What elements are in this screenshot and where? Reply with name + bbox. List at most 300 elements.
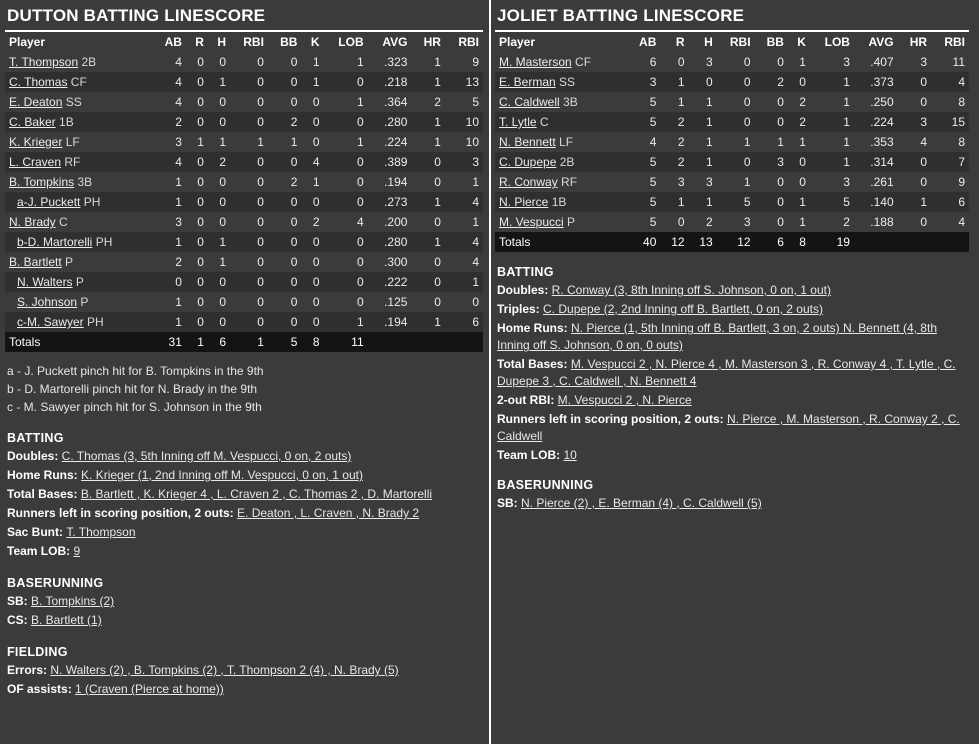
table-row: [5, 92, 483, 112]
stat-cell: 0: [324, 252, 368, 272]
table-row: [5, 52, 483, 72]
stat-cell: 1: [208, 72, 230, 92]
totals-stat-cell: 5: [268, 332, 302, 352]
stat-line-value: T. Thompson: [66, 525, 136, 539]
player-cell: [495, 192, 627, 212]
player-cell: [5, 232, 152, 252]
joliet-baserunning-section: [495, 477, 969, 513]
batting-section-title: BATTING: [497, 265, 554, 279]
stat-cell: 1: [324, 52, 368, 72]
stat-cell: 0: [230, 52, 268, 72]
stat-cell: 9: [931, 172, 969, 192]
stat-cell: .373: [854, 72, 898, 92]
stat-cell: 0: [268, 152, 302, 172]
col-header-rbi-season: RBI: [944, 35, 965, 49]
stat-cell: 0: [268, 312, 302, 332]
table-row: [5, 312, 483, 332]
player-name-link[interactable]: L. Craven: [9, 155, 62, 169]
stat-cell: 0: [301, 132, 323, 152]
joliet-batting-section: [495, 264, 969, 465]
stat-cell: 3: [152, 212, 186, 232]
player-position: P: [77, 295, 89, 309]
totals-stat-cell: 13: [689, 232, 717, 252]
player-position: P: [563, 215, 576, 229]
player-cell: [5, 312, 152, 332]
stat-cell: 0: [186, 72, 208, 92]
col-header-avg: AVG: [382, 35, 408, 49]
stat-cell: 1: [755, 132, 788, 152]
stat-line: [5, 447, 483, 466]
table-row: [5, 272, 483, 292]
stat-cell: 1: [898, 192, 931, 212]
stat-line: [5, 661, 483, 680]
player-cell: [5, 292, 152, 312]
substitution-note: b - D. Martorelli pinch hit for N. Brady in the 9th: [7, 382, 258, 396]
stat-cell: 0: [152, 272, 186, 292]
stat-cell: 0: [186, 52, 208, 72]
player-name-link[interactable]: S. Johnson: [17, 295, 78, 309]
col-header-lob: LOB: [824, 35, 850, 49]
table-row: [5, 112, 483, 132]
stat-line: [495, 355, 969, 391]
player-name-link[interactable]: E. Berman: [499, 75, 556, 89]
player-position: PH: [83, 315, 104, 329]
player-name-link[interactable]: R. Conway: [499, 175, 558, 189]
stat-cell: 0: [755, 192, 788, 212]
stat-cell: .353: [854, 132, 898, 152]
totals-stat-cell: 11: [324, 332, 368, 352]
stat-cell: 0: [268, 72, 302, 92]
stat-cell: 1: [411, 232, 445, 252]
stat-cell: 3: [445, 152, 483, 172]
totals-stat-cell: 8: [788, 232, 810, 252]
player-name-link[interactable]: B. Tompkins: [9, 175, 75, 189]
stat-cell: 1: [717, 172, 755, 192]
stat-cell: 1: [445, 212, 483, 232]
stat-cell: 4: [301, 152, 323, 172]
player-position: PH: [80, 195, 101, 209]
stat-cell: 0: [411, 292, 445, 312]
stat-cell: 3: [755, 152, 788, 172]
stat-cell: 2: [411, 92, 445, 112]
stat-cell: 0: [717, 52, 755, 72]
stat-cell: .140: [854, 192, 898, 212]
stat-cell: 1: [689, 92, 717, 112]
totals-stat-cell: 31: [152, 332, 186, 352]
player-cell: [5, 252, 152, 272]
dutton-panel-title: DUTTON BATTING LINESCORE: [5, 0, 483, 32]
player-cell: [5, 192, 152, 212]
stat-cell: 0: [268, 52, 302, 72]
stat-line: [495, 300, 969, 319]
stat-cell: 0: [755, 112, 788, 132]
stat-line: [5, 542, 483, 561]
stat-cell: 0: [324, 192, 368, 212]
stat-cell: 5: [627, 112, 660, 132]
stat-cell: 4: [152, 52, 186, 72]
stat-cell: 1: [152, 172, 186, 192]
stat-cell: 1: [810, 152, 854, 172]
col-header-avg: AVG: [868, 35, 894, 49]
table-row: [5, 232, 483, 252]
stat-cell: 1: [788, 132, 810, 152]
stat-line: [5, 611, 483, 630]
stat-line-label: CS:: [7, 613, 31, 627]
stat-cell: 0: [230, 312, 268, 332]
dutton-batting-rows: [5, 52, 483, 352]
stat-cell: 0: [324, 172, 368, 192]
stat-cell: 0: [788, 152, 810, 172]
player-position: RF: [557, 175, 578, 189]
stat-line-value: B. Tompkins (2): [31, 594, 115, 608]
player-position: SS: [555, 75, 576, 89]
stat-line: [495, 410, 969, 446]
col-header-lob: LOB: [338, 35, 364, 49]
player-name-link[interactable]: b-D. Martorelli: [17, 235, 93, 249]
col-header-rbi: RBI: [729, 35, 751, 49]
stat-cell: 1: [810, 72, 854, 92]
stat-cell: 4: [445, 232, 483, 252]
player-name-link[interactable]: C. Caldwell: [499, 95, 560, 109]
player-name-link[interactable]: a-J. Puckett: [17, 195, 81, 209]
stat-cell: .300: [368, 252, 412, 272]
table-row: [5, 132, 483, 152]
table-row: [5, 152, 483, 172]
stat-cell: 0: [788, 172, 810, 192]
player-name-link[interactable]: N. Brady: [9, 215, 56, 229]
player-cell: [5, 72, 152, 92]
stat-cell: 1: [660, 72, 688, 92]
stat-line-value: C. Dupepe (2, 2nd Inning off B. Bartlett, 0 on, 2 outs): [543, 302, 823, 316]
stat-cell: 0: [230, 112, 268, 132]
stat-cell: 1: [660, 192, 688, 212]
stat-cell: 1: [717, 132, 755, 152]
stat-line-label: OF assists:: [7, 682, 76, 696]
stat-cell: 0: [445, 292, 483, 312]
stat-cell: 0: [411, 152, 445, 172]
stat-cell: 0: [411, 252, 445, 272]
stat-cell: 0: [324, 152, 368, 172]
player-name-link[interactable]: T. Thompson: [9, 55, 79, 69]
stat-line: [495, 319, 969, 355]
stat-cell: 1: [411, 192, 445, 212]
stat-cell: 4: [445, 252, 483, 272]
stat-cell: 0: [268, 232, 302, 252]
stat-cell: 0: [898, 92, 931, 112]
stat-cell: 2: [755, 72, 788, 92]
player-name-link[interactable]: M. Masterson: [499, 55, 572, 69]
player-cell: [495, 52, 627, 72]
stat-cell: .407: [854, 52, 898, 72]
player-position: C: [536, 115, 549, 129]
totals-stat-cell: [854, 232, 898, 252]
stat-cell: 0: [755, 52, 788, 72]
stat-cell: 4: [627, 132, 660, 152]
stat-cell: 0: [324, 272, 368, 292]
stat-cell: 1: [411, 132, 445, 152]
totals-stat-cell: [411, 332, 445, 352]
stat-cell: .125: [368, 292, 412, 312]
player-name-link[interactable]: B. Bartlett: [9, 255, 62, 269]
stat-cell: 2: [208, 152, 230, 172]
stat-cell: 4: [152, 152, 186, 172]
stat-cell: 1: [788, 52, 810, 72]
stat-cell: 0: [230, 252, 268, 272]
dutton-batting-section: [5, 430, 483, 561]
stat-cell: 10: [445, 112, 483, 132]
table-row: [495, 172, 969, 192]
stat-cell: 0: [898, 212, 931, 232]
player-cell: [5, 152, 152, 172]
dutton-baserunning-section: [5, 575, 483, 630]
totals-stat-cell: 6: [755, 232, 788, 252]
stat-cell: 0: [230, 192, 268, 212]
player-position: 2B: [78, 55, 97, 69]
dutton-panel: [0, 0, 489, 744]
totals-stat-cell: [368, 332, 412, 352]
stat-cell: 2: [660, 112, 688, 132]
col-header-hr: HR: [909, 35, 928, 49]
stat-cell: 1: [411, 72, 445, 92]
stat-cell: 0: [186, 252, 208, 272]
player-cell: [5, 272, 152, 292]
player-cell: [5, 52, 152, 72]
col-header-player: Player: [499, 35, 536, 49]
stat-line-value: E. Deaton , L. Craven , N. Brady 2: [237, 506, 420, 520]
stat-cell: 2: [660, 132, 688, 152]
stat-cell: 2: [788, 112, 810, 132]
col-header-k: K: [310, 35, 320, 49]
stat-line-label: 2-out RBI:: [497, 393, 558, 407]
stat-cell: 0: [230, 212, 268, 232]
stat-cell: 0: [755, 172, 788, 192]
player-cell: [5, 212, 152, 232]
stat-cell: 5: [627, 92, 660, 112]
totals-stat-cell: 19: [810, 232, 854, 252]
player-name-link[interactable]: C. Baker: [9, 115, 56, 129]
stat-cell: 2: [810, 212, 854, 232]
table-row: [495, 212, 969, 232]
stat-line: [5, 523, 483, 542]
stat-cell: 1: [411, 52, 445, 72]
stat-line-value: N. Pierce (1, 5th Inning off B. Bartlett, 3 on, 2 outs) N. Bennett (4, 8th Inning off S. Johnson, 0 on, 0 outs): [497, 321, 937, 352]
table-row: [5, 252, 483, 272]
batting-section-title: BATTING: [7, 431, 64, 445]
table-row: [495, 72, 969, 92]
stat-cell: .273: [368, 192, 412, 212]
stat-line: [495, 446, 969, 465]
player-name-link[interactable]: N. Walters: [17, 275, 73, 289]
stat-line: [5, 466, 483, 485]
stat-line-label: Errors:: [7, 663, 51, 677]
totals-stat-cell: 40: [627, 232, 660, 252]
player-cell: [495, 212, 627, 232]
stat-cell: 0: [301, 232, 323, 252]
totals-row: [495, 232, 969, 252]
totals-stat-cell: 1: [186, 332, 208, 352]
stat-cell: 0: [301, 112, 323, 132]
stat-cell: 3: [810, 172, 854, 192]
stat-line-value: R. Conway (3, 8th Inning off S. Johnson, 0 on, 1 out): [551, 283, 831, 297]
stat-cell: 0: [411, 212, 445, 232]
stat-line: [5, 592, 483, 611]
stat-cell: 0: [301, 252, 323, 272]
player-position: CF: [67, 75, 87, 89]
stat-cell: 4: [445, 192, 483, 212]
stat-cell: 2: [152, 252, 186, 272]
stat-cell: 1: [324, 92, 368, 112]
stat-line-value: 1 (Craven (Pierce at home)): [75, 682, 224, 696]
stat-cell: 0: [411, 172, 445, 192]
player-position: 1B: [55, 115, 74, 129]
totals-stat-cell: [931, 232, 969, 252]
stat-line-value: M. Vespucci 2 , N. Pierce: [557, 393, 692, 407]
stat-cell: 5: [810, 192, 854, 212]
col-header-rbi-season: RBI: [458, 35, 479, 49]
stat-cell: 1: [152, 312, 186, 332]
stat-cell: 1: [268, 132, 302, 152]
player-position: C: [55, 215, 68, 229]
stat-line-value: B. Bartlett (1): [31, 613, 102, 627]
stat-cell: 0: [230, 272, 268, 292]
stat-cell: 1: [810, 112, 854, 132]
stat-line-label: Doubles:: [497, 283, 552, 297]
stat-cell: 1: [208, 232, 230, 252]
stat-cell: 1: [152, 232, 186, 252]
stat-cell: 15: [931, 112, 969, 132]
stat-cell: 1: [411, 312, 445, 332]
stat-cell: 0: [186, 212, 208, 232]
stat-cell: .188: [854, 212, 898, 232]
stat-cell: 0: [186, 232, 208, 252]
stat-cell: .280: [368, 232, 412, 252]
player-name-link[interactable]: N. Pierce: [499, 195, 549, 209]
baserunning-section-title: BASERUNNING: [497, 478, 594, 492]
stat-line-label: Sac Bunt:: [7, 525, 67, 539]
player-name-link[interactable]: C. Dupepe: [499, 155, 557, 169]
stat-cell: .224: [854, 112, 898, 132]
player-position: P: [61, 255, 74, 269]
stat-line-label: SB:: [7, 594, 31, 608]
stat-cell: 1: [152, 192, 186, 212]
player-name-link[interactable]: K. Krieger: [9, 135, 63, 149]
stat-cell: .224: [368, 132, 412, 152]
col-header-rbi: RBI: [243, 35, 264, 49]
stat-cell: 4: [931, 212, 969, 232]
stat-cell: 0: [186, 312, 208, 332]
stat-line: [5, 504, 483, 523]
stat-cell: 0: [268, 292, 302, 312]
stat-cell: 8: [931, 132, 969, 152]
totals-label: Totals: [5, 332, 152, 352]
col-header-r: R: [675, 35, 685, 49]
player-position: 1B: [548, 195, 567, 209]
player-name-link[interactable]: M. Vespucci: [499, 215, 564, 229]
player-name-link[interactable]: N. Bennett: [499, 135, 556, 149]
player-cell: [495, 132, 627, 152]
player-cell: [495, 172, 627, 192]
totals-stat-cell: 6: [208, 332, 230, 352]
player-position: LF: [62, 135, 80, 149]
stat-line: [5, 485, 483, 504]
player-name-link[interactable]: c-M. Sawyer: [17, 315, 84, 329]
stat-cell: .200: [368, 212, 412, 232]
player-position: 3B: [74, 175, 93, 189]
table-row: [5, 172, 483, 192]
stat-cell: 2: [152, 112, 186, 132]
table-row: [495, 152, 969, 172]
stat-cell: 0: [324, 292, 368, 312]
fielding-section-title: FIELDING: [7, 645, 68, 659]
totals-stat-cell: 8: [301, 332, 323, 352]
stat-cell: 0: [660, 52, 688, 72]
col-header-bb: BB: [280, 35, 298, 49]
totals-stat-cell: [445, 332, 483, 352]
player-name-link[interactable]: E. Deaton: [9, 95, 63, 109]
stat-cell: 0: [186, 192, 208, 212]
stat-line-label: Home Runs:: [497, 321, 572, 335]
stat-cell: 10: [445, 132, 483, 152]
stat-line-label: Total Bases:: [7, 487, 81, 501]
joliet-panel: [489, 0, 978, 744]
stat-cell: 1: [411, 112, 445, 132]
stat-cell: 0: [268, 212, 302, 232]
stat-cell: 1: [445, 272, 483, 292]
substitution-note: c - M. Sawyer pinch hit for S. Johnson in the 9th: [7, 400, 262, 414]
stat-cell: 3: [898, 112, 931, 132]
stat-cell: 3: [152, 132, 186, 152]
stat-cell: 3: [898, 52, 931, 72]
stat-cell: 0: [788, 72, 810, 92]
stat-cell: 0: [717, 152, 755, 172]
stat-cell: 1: [445, 172, 483, 192]
player-name-link[interactable]: C. Thomas: [9, 75, 68, 89]
totals-stat-cell: [898, 232, 931, 252]
stat-cell: 0: [301, 92, 323, 112]
stat-cell: 3: [810, 52, 854, 72]
stat-cell: 0: [208, 92, 230, 112]
stat-cell: 1: [324, 132, 368, 152]
stat-cell: 0: [268, 252, 302, 272]
player-position: PH: [92, 235, 113, 249]
stat-cell: 1: [152, 292, 186, 312]
stat-cell: 0: [301, 292, 323, 312]
baserunning-section-title: BASERUNNING: [7, 576, 104, 590]
stat-cell: 2: [788, 92, 810, 112]
stat-cell: 6: [445, 312, 483, 332]
stat-cell: 1: [660, 92, 688, 112]
stat-cell: 0: [230, 172, 268, 192]
totals-row: [5, 332, 483, 352]
stat-cell: .389: [368, 152, 412, 172]
stat-cell: 0: [230, 292, 268, 312]
player-position: CF: [571, 55, 592, 69]
stat-cell: 0: [268, 272, 302, 292]
stat-cell: .323: [368, 52, 412, 72]
stat-cell: 0: [230, 152, 268, 172]
player-name-link[interactable]: T. Lytle: [499, 115, 537, 129]
stat-cell: 1: [810, 92, 854, 112]
stat-cell: 0: [208, 192, 230, 212]
stat-line-value: 10: [563, 448, 577, 462]
player-position: 3B: [559, 95, 578, 109]
stat-cell: 0: [755, 212, 788, 232]
substitution-note: a - J. Puckett pinch hit for B. Tompkins in the 9th: [7, 364, 264, 378]
stat-cell: 3: [660, 172, 688, 192]
stat-cell: 0: [268, 92, 302, 112]
stat-cell: 0: [411, 272, 445, 292]
stat-cell: 5: [445, 92, 483, 112]
